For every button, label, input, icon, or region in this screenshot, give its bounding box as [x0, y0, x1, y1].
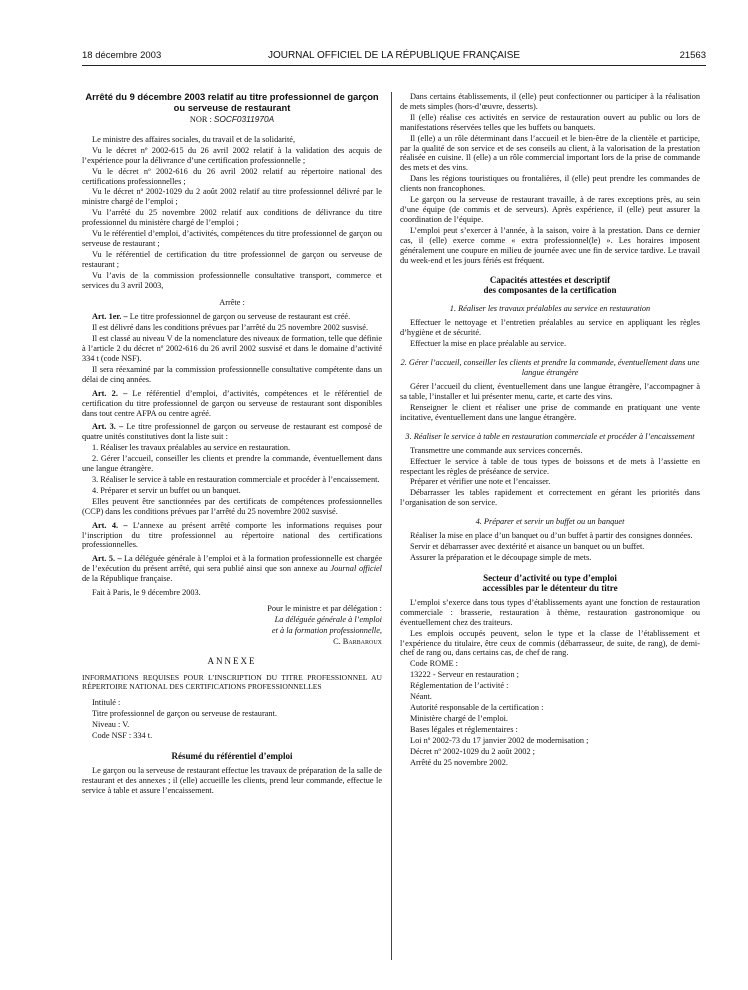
niveau: Niveau : V.	[92, 720, 130, 730]
header-page-number: 21563	[679, 50, 706, 61]
unit-2-para-1: Renseigner le client et réaliser une prise de commande en pratiquant une vente incitative, éventuellement dans une langue étrangère.	[400, 402, 700, 422]
intitule-label: Intitulé :	[92, 698, 121, 708]
unit-1-heading: 1. Réaliser les travaux préalables au service en restauration	[449, 304, 651, 314]
fait-a-paris: Fait à Paris, le 9 décembre 2003.	[92, 588, 201, 598]
article-2-label: Art. 2. –	[92, 388, 128, 398]
right-para-5: L’emploi peut s’exercer à l’année, à la saison, voire à la prestation. Dans ce dernier cas, il (elle) exerce comme « extra professionnel(le) ». Les horaires imposent généralement une coupure en milieu de journée avec une fin de service tardive. Le travail du week-end et les jours fériés est fréquent.	[400, 225, 700, 265]
article-2	[82, 389, 382, 419]
article-3-unit-3: 4. Préparer et servir un buffet ou un banquet.	[92, 485, 241, 495]
reglementation-label: Réglementation de l’activité :	[410, 681, 509, 691]
article-3-unit-1: 2. Gérer l’accueil, conseiller les clients et prendre la commande, éventuellement dans une langue étrangère.	[82, 454, 382, 474]
article-4-text: L’annexe au présent arrêté comporte les informations requises pour l’inscription du titre professionnel au répertoire national des certifications professionnelles.	[82, 520, 382, 550]
unit-1-para-1: Effectuer la mise en place préalable au service.	[410, 339, 567, 349]
article-1-text: Le titre professionnel de garçon ou serveuse de restaurant est créé.	[129, 312, 351, 322]
bases-value-2: Arrêté du 25 novembre 2002.	[410, 757, 508, 767]
code-rome-value: 13222 - Serveur en restauration ;	[410, 670, 519, 680]
text-columns	[82, 92, 706, 972]
unit-4-para-1: Servir et débarrasser avec dextérité et aisance un banquet ou un buffet.	[410, 542, 645, 552]
nor-code: SOCF0311970A	[213, 114, 275, 124]
annexe-heading: ANNEXE	[207, 655, 257, 666]
unit-2-para-0: Gérer l’accueil du client, éventuellement dans une langue étrangère, l’accompagner à sa table, l’installer et lui présenter menu, carte, et carte des vins.	[400, 382, 700, 402]
signature-line-3: et à la formation professionnelle,	[271, 625, 382, 635]
secteur-para-1: Les emplois occupés peuvent, selon le type et la classe de l’établissement et l’expérience du titulaire, être ceux de commis (débarrasseur, de suite, de rang), de demi-chef de rang ou, dans certains cas, de chef de rang.	[400, 628, 700, 658]
visa-7: Vu l’avis de la commission professionnelle consultative transport, commerce et services du 3 avril 2003,	[82, 270, 382, 290]
article-3-unit-2: 3. Réaliser le service à table en restauration commerciale et procéder à l’encaissement.	[92, 475, 380, 484]
unit-3-para-3: Débarrasser les tables rapidement et correctement en gérant les priorités dans l’organisation de son service.	[400, 488, 700, 508]
article-2-text: Le référentiel d’emploi, d’activités, compétences et le référentiel de certification du titre professionnel de garçon ou serveuse de restaurant sont disponibles dans tout centre AFPA ou centre agréé.	[82, 388, 382, 418]
unit-4-para-0: Réaliser la mise en place d’un banquet ou d’un buffet à partir des consignes données.	[410, 531, 693, 541]
unit-4-heading: 4. Préparer et servir un buffet ou un banquet	[475, 517, 625, 527]
visa-2: Vu le décret nº 2002-616 du 26 avril 2002 relatif au répertoire national des certifications professionnelles ;	[82, 166, 382, 186]
signature-line-2: La déléguée générale à l’emploi	[274, 614, 382, 624]
annexe-subheading: INFORMATIONS REQUISES POUR L’INSCRIPTION DU TITRE PROFESSIONNEL AU RÉPERTOIRE NATIONAL DES CERTIFICATIONS PROFESSIONNELLES	[82, 672, 382, 692]
secteur-para-0: L’emploi s’exerce dans tous types d’établissements ayant une fonction de restauration commerciale : brasserie, restauration à thème, restauration gastronomique ou éventuellement chez des traiteurs.	[400, 597, 700, 627]
intitule-value: Titre professionnel de garçon ou serveuse de restaurant.	[92, 709, 277, 719]
arrete-line: Arrête :	[219, 297, 245, 307]
right-para-1: Il (elle) réalise ces activités en service de restauration ouvert au public ou lors de manifestations réservées telles que les buffets ou banquets.	[400, 112, 700, 132]
visa-3: Vu le décret nº 2002-1029 du 2 août 2002 relatif au titre professionnel délivré par le ministre chargé de l’emploi ;	[82, 187, 382, 207]
reglementation-value: Néant.	[410, 692, 432, 702]
article-4	[82, 521, 382, 551]
article-3	[82, 422, 382, 442]
resume-heading: Résumé du référentiel d’emploi	[171, 750, 293, 761]
secteur-heading: Secteur d’activité ou type d’emploi accessibles par le détenteur du titre	[482, 572, 618, 593]
article-1-para-0: Il est délivré dans les conditions prévues par l’arrêté du 25 novembre 2002 susvisé.	[92, 323, 369, 333]
unit-1-para-0: Effectuer le nettoyage et l’entretien préalables au service en appliquant les règles d’hygiène et de sécurité.	[400, 318, 700, 338]
article-4-label: Art. 4. –	[92, 520, 128, 530]
article-3-text: Le titre professionnel de garçon ou serveuse de restaurant est composé de quatre unités constitutives dont la liste suit :	[82, 422, 382, 442]
header-rule	[82, 65, 706, 66]
unit-4-para-2: Assurer la préparation et le découpage simple de mets.	[410, 553, 592, 562]
nor-reference	[82, 115, 382, 125]
unit-3-para-2: Préparer et vérifier une note et l’encaisser.	[410, 477, 551, 487]
visa-1: Vu le décret nº 2002-615 du 26 avril 2002 relatif à la validation des acquis de l’expérience pour la délivrance d’une certification professionnelle ;	[82, 145, 382, 165]
visa-0: Le ministre des affaires sociales, du travail et de la solidarité,	[92, 134, 296, 144]
signature-name: C. Barbaroux	[333, 636, 382, 646]
bases-label: Bases légales et réglementaires :	[410, 724, 518, 734]
bases-value-0: Loi nº 2002-73 du 17 janvier 2002 de modernisation ;	[410, 735, 589, 745]
visa-4: Vu l’arrêté du 25 novembre 2002 relatif aux conditions de délivrance du titre professionnel du ministère chargé de l’emploi ;	[82, 208, 382, 228]
code-rome-label: Code ROME :	[410, 659, 458, 669]
article-3-unit-0: 1. Réaliser les travaux préalables au service en restauration.	[92, 443, 291, 453]
decree-title: Arrêté du 9 décembre 2003 relatif au titre professionnel de garçon ou serveuse de restaurant	[85, 92, 379, 113]
article-5-text-a: La déléguée générale à l’emploi et à la formation professionnelle est chargée de l’exécution du présent arrêté, qui sera publié ainsi que son annexe au	[82, 554, 382, 574]
article-5-journal: Journal officiel	[330, 564, 382, 574]
unit-3-para-0: Transmettre une commande aux services concernés.	[410, 445, 583, 455]
signature-line-1: Pour le ministre et par délégation :	[267, 603, 382, 613]
article-1	[82, 312, 382, 322]
right-para-4: Le garçon ou la serveuse de restaurant travaille, à de rares exceptions près, au sein d’une équipe (de commis et de serveurs). Après expérience, il (elle) peut assurer la coordination de l’équipe.	[400, 195, 700, 224]
autorite-label: Autorité responsable de la certification :	[410, 702, 544, 712]
header-journal-title: JOURNAL OFFICIEL DE LA RÉPUBLIQUE FRANÇAISE	[267, 50, 521, 61]
nor-label: NOR :	[189, 115, 212, 124]
unit-3-heading: 3. Réaliser le service à table en restauration commerciale et procéder à l’encaissement	[405, 431, 695, 441]
article-3-after: Elles peuvent être sanctionnées par des certificats de compétences professionnelles (CCP) dans les conditions prévues par l’arrêté du 25 novembre 2002 susvisé.	[82, 496, 382, 516]
article-1-label: Art. 1er. –	[92, 312, 128, 322]
right-para-0: Dans certains établissements, il (elle) peut confectionner ou participer à la réalisation de mets simples (hors-d’œuvre, desserts).	[400, 92, 700, 111]
article-3-label: Art. 3. –	[92, 422, 124, 432]
header-date: 18 décembre 2003	[82, 50, 162, 61]
article-1-para-2: Il sera réexaminé par la commission professionnelle consultative compétente dans un délai de cinq années.	[82, 364, 382, 384]
article-5-text-b: de la République française.	[82, 574, 173, 584]
unit-3-para-1: Effectuer le service à table de tous types de boissons et de mets à l’assiette en respectant les règles de préséance de service.	[400, 456, 700, 476]
unit-2-heading: 2. Gérer l’accueil, conseiller les clients et prendre la commande, éventuellement dans une langue étrangère	[400, 358, 700, 378]
visa-6: Vu le référentiel de certification du titre professionnel de garçon ou serveuse de restaurant ;	[82, 249, 382, 269]
capacites-heading: Capacités attestées et descriptif des composantes de la certification	[483, 275, 617, 296]
left-column	[82, 92, 382, 972]
article-5-label: Art. 5. –	[92, 554, 122, 564]
right-para-2: Il (elle) a un rôle déterminant dans l’accueil et le bien-être de la clientèle et participe, par la qualité de son service et de ses conseils au client, à la valorisation de la prestation réalisée en cuisine. Il (elle) a un rôle commercial important lors de la prise de commande des mets et des vins.	[400, 133, 700, 173]
right-column	[400, 92, 700, 972]
page-header	[82, 50, 706, 64]
code-nsf: Code NSF : 334 t.	[92, 731, 153, 741]
autorite-value: Ministère chargé de l’emploi.	[410, 713, 508, 723]
bases-value-1: Décret nº 2002-1029 du 2 août 2002 ;	[410, 746, 535, 756]
resume-text: Le garçon ou la serveuse de restaurant effectue les travaux de préparation de la salle de restaurant et des annexes ; il (elle) accueille les clients, prend leur commande, effectue le service à table et assure l’encaissement.	[82, 765, 382, 795]
right-para-3: Dans les régions touristiques ou frontalières, il (elle) peut prendre les commandes de clients non francophones.	[400, 174, 700, 194]
article-1-para-1: Il est classé au niveau V de la nomenclature des niveaux de formation, telle que définie à l’article 2 du décret nº 2002-616 du 26 avril 2002 susvisé et dans le domaine d’activité 334 t (code NSF).	[82, 334, 382, 364]
article-5	[82, 554, 382, 584]
visa-5: Vu le référentiel d’emploi, d’activités, compétences du titre professionnel de garçon ou serveuse de restaurant ;	[82, 229, 382, 248]
